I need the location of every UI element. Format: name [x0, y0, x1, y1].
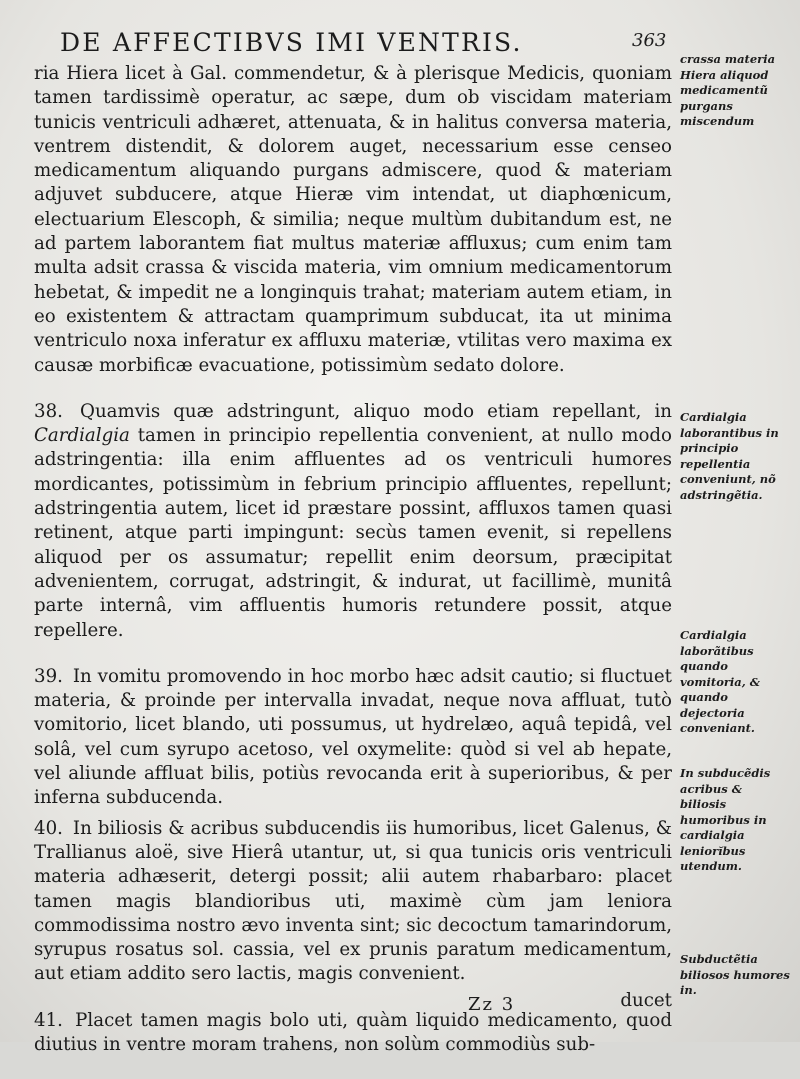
paragraph-41: [34, 1009, 672, 1058]
marginal-note: Cardialgia laborantibus in principio repellentia conveniunt, nõ adstringẽtia.: [680, 410, 779, 502]
paragraph-text: ria Hiera licet à Gal. commendetur, & à plerisque Medicis, quoniam tamen tardissimè operatur, ac sæpe, dum ob viscidam materiam tunicis ventriculi adhæret, attenuata, & in halitus conversa materia, ventrem distendit, & dolorem auget, necessarium esse censeo medicamentum aliquando purgans admiscere, quod & materiam adjuvet subducere, atque Hieræ vim intendat, ut diaphœnicum, electuarium Elescoph, & similia; neque multùm dubitandum est, ne ad partem laborantem fiat multus materiæ affluxus; cum enim tam multa adsit crassa & viscida materia, vim omnium medicamentorum hebetat, & impedit ne a longinquis trahat; materiam autem etiam, in eo existentem & attractam quamprimum subducat, ita ut minima ventriculo noxa inferatur ex affluxu materiæ, vtilitas vero maxima ex causæ morbificæ evacuatione, potissimùm sedato dolore.: [34, 63, 672, 376]
marginal-note: In subducẽdis acribus & biliosis humoribus in cardialgia leniorĭbus utendum.: [680, 766, 771, 873]
signature-mark: Zz 3: [468, 994, 516, 1015]
paragraph-continuation: [34, 62, 672, 378]
paragraph-text: Quamvis quæ adstringunt, aliquo modo etiam repellant, in: [80, 400, 672, 422]
paragraph-38: [34, 400, 672, 643]
marginal-note: crassa materia Hiera aliquod medicamentũ purgans miscendum: [680, 52, 776, 128]
page-number: 363: [632, 30, 667, 51]
paragraph-39: [34, 665, 672, 811]
paragraph-40: [34, 817, 672, 987]
paragraph-number: 40.: [34, 817, 63, 839]
paragraph-text: Placet tamen magis bolo uti, quàm liquido medicamento, quod diutius in ventre moram trahens, non solùm commodiùs sub-: [34, 1009, 672, 1055]
catchword: ducet: [620, 990, 672, 1011]
marginal-note: Subductẽtia biliosos humores in.: [680, 952, 790, 997]
paragraph-text: In vomitu promovendo in hoc morbo hæc adsit cautio; si fluctuet materia, & proinde per intervalla invadat, neque nova affluat, tutò vomitorio, licet blando, uti possumus, ut hydrelæo, aquâ tepidâ, vel solâ, vel cum syrupo acetoso, vel oxymelite: quòd si vel ab hepate, vel aliunde affluat bilis, potiùs revocanda erit à superioribus, & per inferna subducenda.: [34, 665, 672, 809]
paragraph-number: 41.: [34, 1009, 63, 1031]
paragraph-number: 38.: [34, 400, 63, 422]
paragraph-text-continued: tamen in principio repellentia convenient, at nullo modo adstringentia: illa enim affluentes ad os ventriculi humores mordicantes, potissimùm in febrium principio affluentes, repellunt; adstringentia autem, licet id præstare possint, affluxos tamen quasi retinent, atque parti impingunt: secùs tamen evenit, si repellens aliquod per os assumatur; repellit enim deorsum, præcipitat advenientem, corrugat, adstringit, & indurat, ut facillimè, munitâ parte internâ, vim affluentis humoris retundere possit, atque repellere.: [34, 425, 672, 641]
running-title: DE AFFECTIBVS IMI VENTRIS.: [60, 28, 523, 57]
paragraph-number: 39.: [34, 665, 63, 687]
paragraph-text: In biliosis & acribus subducendis iis humoribus, licet Galenus, & Trallianus aloë, sive Hierâ utantur, ut, si qua tunicis oris ventriculi materia adhæserit, detergi possit; alii autem rhabarbaro: placet tamen magis blandioribus uti, maximè cùm jam leniora commodissima nostro ævo inventa sint; sic decoctum tamarindorum, syrupus rosatus sol. cassia, vel ex prunis paratum medicamentum, aut etiam addito sero lactis, magis convenient.: [34, 817, 672, 985]
marginal-note: Cardialgia laborãtibus quando vomitoria, & quando dejectoria conveniant.: [680, 628, 761, 735]
italic-term: Cardialgia: [34, 425, 130, 447]
main-text-column: [34, 62, 672, 1079]
